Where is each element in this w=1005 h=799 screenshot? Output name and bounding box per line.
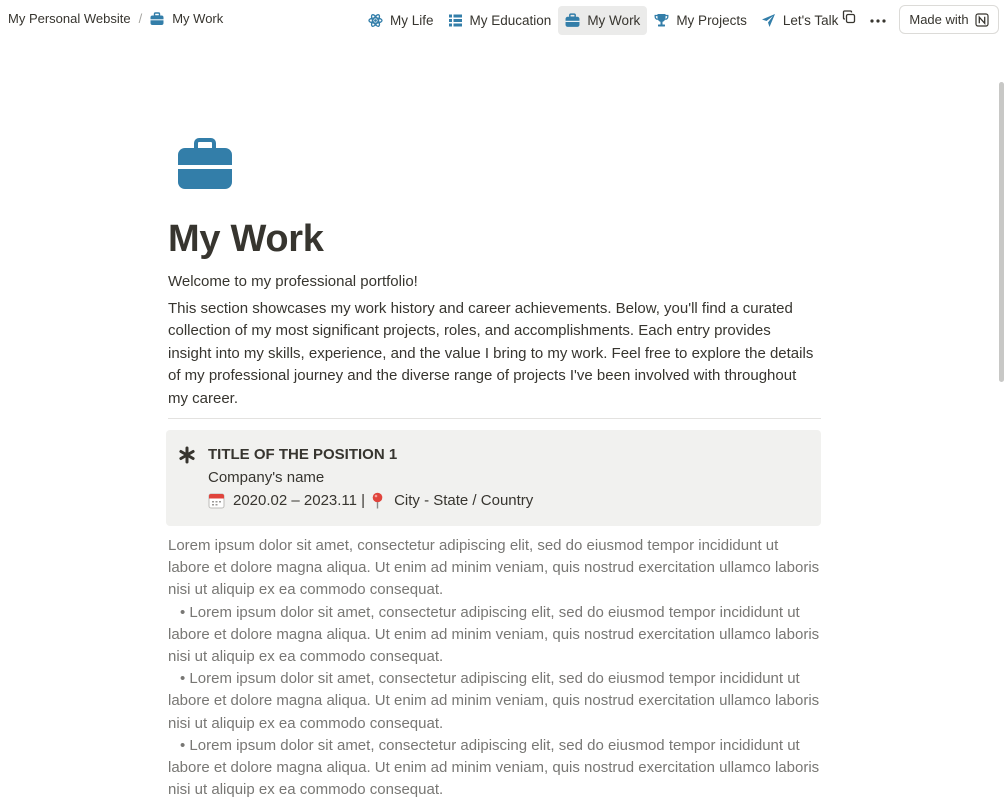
nav-item-my-projects[interactable] <box>647 6 754 35</box>
position-title: TITLE OF THE POSITION 1 <box>208 446 398 463</box>
bullet-text: • Lorem ipsum dolor sit amet, consectetur adipiscing elit, sed do eiusmod tempor incididunt ut labore et dolore magna aliqua. Ut enim ad minim veniam, quis nostrud exercitation ullamco laboris nisi ut aliquip ex ea commodo consequat. <box>168 603 820 666</box>
position-meta <box>208 492 533 509</box>
more-icon <box>870 10 886 28</box>
nav-label: Let's Talk <box>782 12 839 28</box>
details-paragraph: Lorem ipsum dolor sit amet, consectetur adipiscing elit, sed do eiusmod tempor incididunt ut labore et dolore magna aliqua. Ut enim ad minim veniam, quis nostrud exercitation ullamco laboris nisi ut aliquip ex ea commodo consequat. <box>168 537 820 599</box>
made-with-label: Made with <box>909 12 969 27</box>
list-item <box>168 602 821 669</box>
intro-text: Welcome to my professional portfolio! <box>168 273 418 290</box>
company-name: Company's name <box>208 469 325 486</box>
description-text: This section showcases my work history and career achievements. Below, you'll find a curated collection of my most significant projects, roles, and accomplishments. Each entry provides insight into my skills, experience, and the value I bring to my work. Feel free to explore the details of my professional journey and the diverse range of projects I've been involved with throughout my career. <box>168 300 814 407</box>
scrollbar-thumb[interactable] <box>999 82 1004 382</box>
breadcrumb <box>8 11 223 26</box>
briefcase-icon[interactable] <box>177 138 233 190</box>
nav-label: My Work <box>587 12 641 28</box>
trophy-icon <box>654 13 669 28</box>
list-item <box>168 735 821 799</box>
divider <box>168 418 821 419</box>
duplicate-button[interactable] <box>838 8 860 30</box>
nav-label: My Projects <box>676 12 747 28</box>
asterisk-icon <box>178 446 196 464</box>
nav-item-my-work[interactable] <box>558 6 647 35</box>
top-nav <box>361 5 845 35</box>
pin-icon <box>371 492 388 509</box>
position-details <box>168 535 821 799</box>
briefcase-icon <box>150 12 164 26</box>
atom-icon <box>368 13 383 28</box>
page-title: My Work <box>168 218 324 260</box>
nav-item-lets-talk[interactable] <box>754 6 846 35</box>
briefcase-icon <box>565 13 580 28</box>
bullet-text: • Lorem ipsum dolor sit amet, consectetur adipiscing elit, sed do eiusmod tempor incididunt ut labore et dolore magna aliqua. Ut enim ad minim veniam, quis nostrud exercitation ullamco laboris nisi ut aliquip ex ea commodo consequat. <box>168 736 820 799</box>
paper-plane-icon <box>761 13 776 28</box>
position-dates: 2020.02 – 2023.11 | <box>233 492 366 509</box>
top-bar <box>0 0 1005 40</box>
made-with-notion-button[interactable] <box>899 5 999 34</box>
nav-item-my-education[interactable] <box>441 6 559 35</box>
duplicate-icon <box>842 10 856 29</box>
breadcrumb-root[interactable]: My Personal Website <box>8 11 131 26</box>
nav-label: My Life <box>390 12 434 28</box>
breadcrumb-current[interactable]: My Work <box>172 11 224 26</box>
nav-item-my-life[interactable] <box>361 6 441 35</box>
notion-logo-icon <box>975 13 989 27</box>
position-location: City - State / Country <box>394 492 534 509</box>
bullet-text: • Lorem ipsum dolor sit amet, consectetur adipiscing elit, sed do eiusmod tempor incididunt ut labore et dolore magna aliqua. Ut enim ad minim veniam, quis nostrud exercitation ullamco laboris nisi ut aliquip ex ea commodo consequat. <box>168 670 820 732</box>
nav-label: My Education <box>469 12 552 28</box>
calendar-icon <box>208 492 225 509</box>
scrollbar[interactable] <box>997 40 1005 799</box>
list-item <box>168 668 821 735</box>
position-callout <box>166 430 821 526</box>
breadcrumb-separator: / <box>138 11 143 26</box>
list-icon <box>448 13 463 28</box>
more-button[interactable] <box>867 8 889 30</box>
